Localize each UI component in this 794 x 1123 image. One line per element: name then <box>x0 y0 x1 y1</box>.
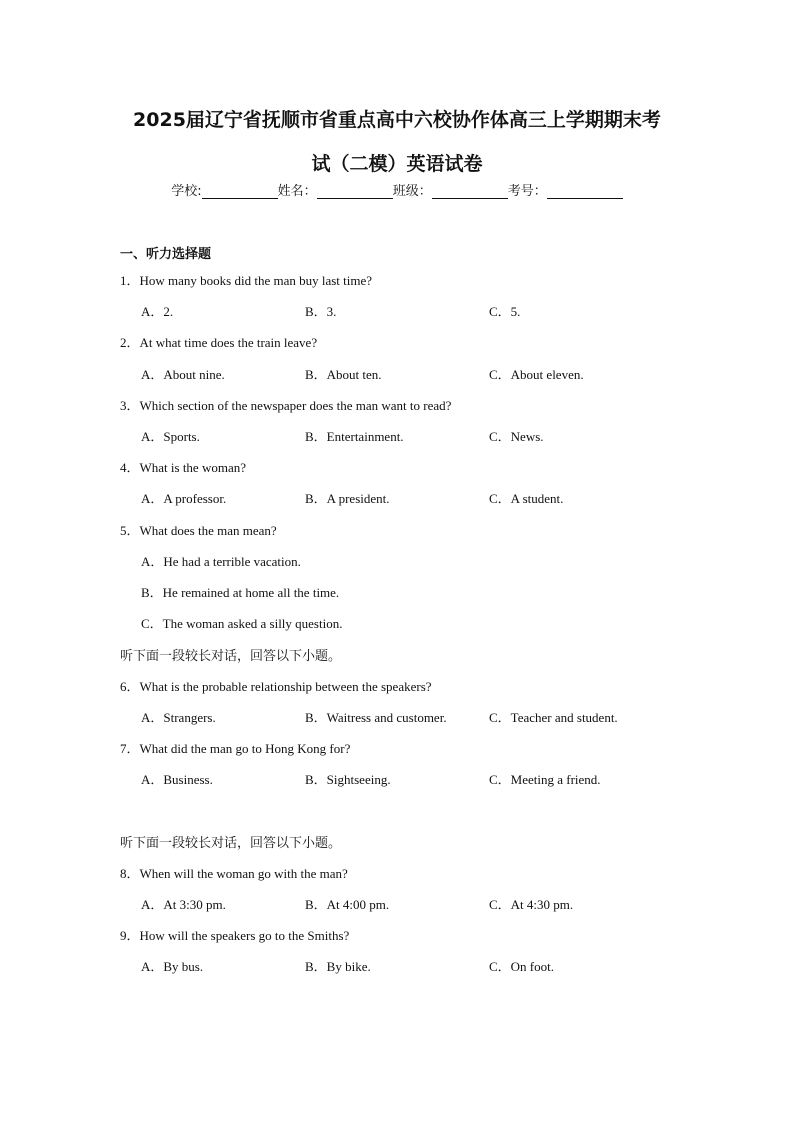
class-field <box>393 180 508 199</box>
option-b[interactable]: B．Entertainment. <box>305 429 404 444</box>
long-dialogue-instruction: 听下面一段较长对话，回答以下小题。 <box>120 836 342 851</box>
question-stem: 2．At what time does the train leave? <box>120 335 318 350</box>
exam-title-line-1: 2025届辽宁省抚顺市省重点高中六校协作体高三上学期期末考 <box>133 109 661 131</box>
option-a[interactable]: A．Business. <box>141 772 213 787</box>
question-stem: 8．When will the woman go with the man? <box>120 866 348 881</box>
option-c[interactable]: C．About eleven. <box>489 367 584 382</box>
question-stem: 1．How many books did the man buy last time? <box>120 273 373 288</box>
option-b[interactable]: B．Waitress and customer. <box>305 710 447 725</box>
option-a[interactable]: A．At 3:30 pm. <box>141 897 226 912</box>
option-a[interactable]: A．He had a terrible vacation. <box>141 554 301 569</box>
option-c[interactable]: C．News. <box>489 429 544 444</box>
name-label: 姓名： <box>277 184 317 199</box>
option-a[interactable]: A．About nine. <box>141 367 225 382</box>
option-b[interactable]: B．By bike. <box>305 959 371 974</box>
class-label: 班级： <box>392 184 432 199</box>
question-stem: 4．What is the woman? <box>120 460 246 475</box>
exam-title-line-2: 试（二模）英语试卷 <box>311 153 483 175</box>
option-c[interactable]: C．Meeting a friend. <box>489 772 601 787</box>
option-c[interactable]: C．5. <box>489 304 521 319</box>
option-c[interactable]: C．The woman asked a silly question. <box>141 616 343 631</box>
question-stem: 3．Which section of the newspaper does the man want to read? <box>120 398 452 413</box>
option-b[interactable]: B．About ten. <box>305 367 382 382</box>
student-info-row <box>0 180 794 199</box>
number-field <box>508 180 623 199</box>
question-stem: 7．What did the man go to Hong Kong for? <box>120 741 351 756</box>
name-blank[interactable] <box>317 184 393 199</box>
option-c[interactable]: C．Teacher and student. <box>489 710 618 725</box>
name-field <box>278 180 393 199</box>
option-c[interactable]: C．On foot. <box>489 959 555 974</box>
school-blank[interactable] <box>202 184 278 199</box>
school-label: 学校: <box>171 184 202 199</box>
option-b[interactable]: B．Sightseeing. <box>305 772 391 787</box>
option-a[interactable]: A．By bus. <box>141 959 204 974</box>
question-stem: 5．What does the man mean? <box>120 523 277 538</box>
option-b[interactable]: B．He remained at home all the time. <box>141 585 340 600</box>
option-b[interactable]: B．3. <box>305 304 337 319</box>
section-heading: 一、听力选择题 <box>120 247 212 262</box>
option-a[interactable]: A．2. <box>141 304 174 319</box>
option-b[interactable]: B．A president. <box>305 491 390 506</box>
option-a[interactable]: A．Sports. <box>141 429 200 444</box>
option-c[interactable]: C．A student. <box>489 491 564 506</box>
number-label: 考号： <box>507 184 547 199</box>
question-stem: 6．What is the probable relationship between the speakers? <box>120 679 432 694</box>
class-blank[interactable] <box>432 184 508 199</box>
option-c[interactable]: C．At 4:30 pm. <box>489 897 574 912</box>
number-blank[interactable] <box>547 184 623 199</box>
option-a[interactable]: A．A professor. <box>141 491 227 506</box>
school-field <box>171 180 277 199</box>
long-dialogue-instruction: 听下面一段较长对话，回答以下小题。 <box>120 649 342 664</box>
option-a[interactable]: A．Strangers. <box>141 710 216 725</box>
question-stem: 9．How will the speakers go to the Smiths? <box>120 928 350 943</box>
option-b[interactable]: B．At 4:00 pm. <box>305 897 390 912</box>
